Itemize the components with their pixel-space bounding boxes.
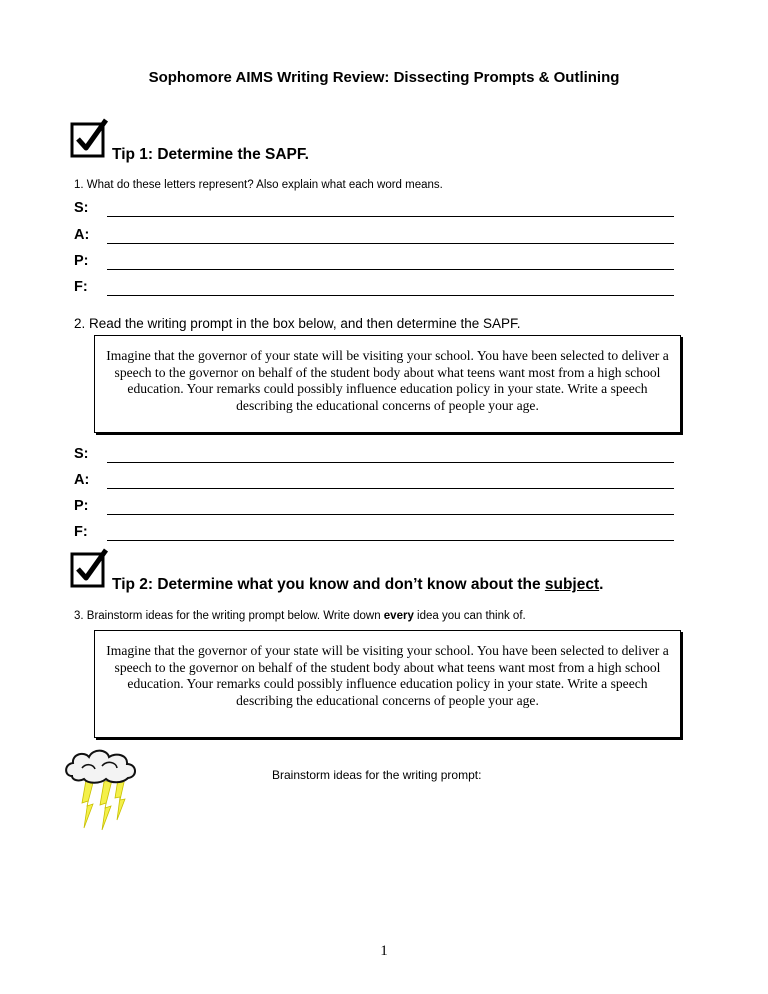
- sapf-label-f: F:: [74, 279, 88, 295]
- sapf-line-s-1[interactable]: [74, 200, 674, 220]
- question-3-bold: every: [383, 610, 414, 622]
- sapf-line-a-2[interactable]: [74, 472, 674, 492]
- writing-prompt-box-2: Imagine that the governor of your state will be visiting your school. You have been selected to deliver a speech to the governor on behalf of the student body about what teens want most from a high school education. Your remarks could possibly influence education policy in your state. Write a speech describing the educational concerns of people your age.: [94, 630, 681, 738]
- sapf-label-s: S:: [74, 200, 89, 216]
- question-3-text: 3. Brainstorm ideas for the writing prompt below. Write down: [74, 610, 384, 622]
- writing-prompt-box-1: Imagine that the governor of your state will be visiting your school. You have been selected to deliver a speech to the governor on behalf of the student body about what teens want most from a high school education. Your remarks could possibly influence education policy in your state. Write a speech describing the educational concerns of people your age.: [94, 335, 681, 433]
- page-title: Sophomore AIMS Writing Review: Dissecting Prompts & Outlining: [148, 69, 620, 86]
- question-1: 1. What do these letters represent? Also explain what each word means.: [74, 179, 443, 191]
- sapf-label-p: P:: [74, 498, 89, 514]
- checkbox-check-icon: [70, 548, 110, 588]
- sapf-label-a: A:: [74, 227, 90, 243]
- storm-cloud-icon: [60, 746, 142, 830]
- brainstorm-label: Brainstorm ideas for the writing prompt:: [272, 768, 482, 782]
- sapf-line-s-2[interactable]: [74, 446, 674, 466]
- question-3-text-end: idea you can think of.: [413, 610, 526, 622]
- tip2-heading-subject: subject: [544, 576, 600, 593]
- sapf-line-a-1[interactable]: [74, 227, 674, 247]
- sapf-line-f-1[interactable]: [74, 279, 674, 299]
- tip2-heading: [112, 576, 603, 594]
- sapf-label-f: F:: [74, 524, 88, 540]
- page-number: 1: [380, 943, 388, 959]
- sapf-label-p: P:: [74, 253, 89, 269]
- tip2-heading-text: Tip 2: Determine what you know and don’t know about the: [112, 576, 545, 593]
- checkbox-check-icon: [70, 118, 110, 158]
- sapf-label-a: A:: [74, 472, 90, 488]
- sapf-line-f-2[interactable]: [74, 524, 674, 544]
- question-3: [74, 610, 526, 622]
- question-2: 2. Read the writing prompt in the box below, and then determine the SAPF.: [74, 316, 521, 331]
- tip1-heading: Tip 1: Determine the SAPF.: [112, 146, 309, 163]
- sapf-line-p-2[interactable]: [74, 498, 674, 518]
- tip2-heading-period: .: [599, 576, 604, 593]
- sapf-label-s: S:: [74, 446, 89, 462]
- sapf-line-p-1[interactable]: [74, 253, 674, 273]
